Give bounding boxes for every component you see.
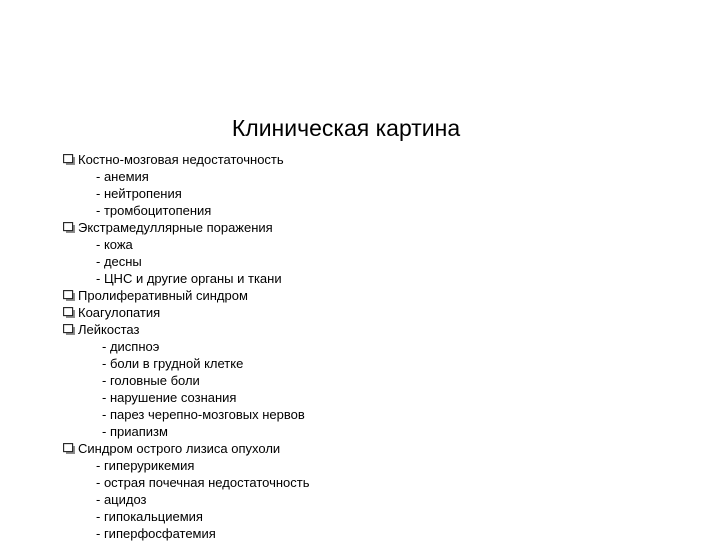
list-item-text: Лейкостаз — [78, 322, 140, 337]
sub-list-item — [62, 389, 682, 406]
list-item-text: - гиперурикемия — [96, 458, 195, 473]
list-item-text: - приапизм — [102, 424, 168, 439]
sub-list-item — [62, 355, 682, 372]
sub-list-item — [62, 423, 682, 440]
bullet-list-item — [62, 304, 682, 321]
list-item-text: - ацидоз — [96, 492, 147, 507]
bullet-list-item — [62, 440, 682, 457]
sub-list-item — [62, 491, 682, 508]
sub-list-item — [62, 202, 682, 219]
sub-list-item — [62, 168, 682, 185]
sub-list-item — [62, 372, 682, 389]
list-item-text: - гиперфосфатемия — [96, 526, 216, 541]
sub-list-item — [62, 406, 682, 423]
hollow-square-bullet-icon — [63, 154, 76, 166]
bullet-list-item — [62, 287, 682, 304]
list-item-text: - кожа — [96, 237, 133, 252]
list-item-text: Пролиферативный синдром — [78, 288, 248, 303]
list-item-text: - боли в грудной клетке — [102, 356, 244, 371]
hollow-square-bullet-icon — [63, 324, 76, 336]
hollow-square-bullet-icon — [63, 222, 76, 234]
sub-list-item — [62, 525, 682, 542]
list-item-text: - тромбоцитопения — [96, 203, 212, 218]
list-item-text: Костно-мозговая недостаточность — [78, 152, 284, 167]
sub-list-item — [62, 338, 682, 355]
hollow-square-bullet-icon — [63, 443, 76, 455]
list-item-text: - анемия — [96, 169, 149, 184]
list-item-text: - головные боли — [102, 373, 200, 388]
bullet-list-item — [62, 321, 682, 338]
sub-list-item — [62, 270, 682, 287]
list-item-text: - ЦНС и другие органы и ткани — [96, 271, 282, 286]
list-item-text: - острая почечная недостаточность — [96, 475, 310, 490]
hollow-square-bullet-icon — [63, 290, 76, 302]
list-item-text: - диспноэ — [102, 339, 160, 354]
bullet-list-item — [62, 219, 682, 236]
list-item-text: Коагулопатия — [78, 305, 161, 320]
sub-list-item — [62, 185, 682, 202]
list-item-text: - десны — [96, 254, 142, 269]
slide-content-list — [62, 151, 682, 542]
list-item-text: - нейтропения — [96, 186, 182, 201]
sub-list-item — [62, 474, 682, 491]
list-item-text: Синдром острого лизиса опухоли — [78, 441, 281, 456]
hollow-square-bullet-icon — [63, 307, 76, 319]
list-item-text: - парез черепно-мозговых нервов — [102, 407, 305, 422]
sub-list-item — [62, 508, 682, 525]
sub-list-item — [62, 253, 682, 270]
list-item-text: - гипокальциемия — [96, 509, 203, 524]
list-item-text: - нарушение сознания — [102, 390, 237, 405]
sub-list-item — [62, 236, 682, 253]
bullet-list-item — [62, 151, 682, 168]
slide-title: Клиническая картина — [231, 115, 461, 141]
sub-list-item — [62, 457, 682, 474]
list-item-text: Экстрамедуллярные поражения — [78, 220, 273, 235]
